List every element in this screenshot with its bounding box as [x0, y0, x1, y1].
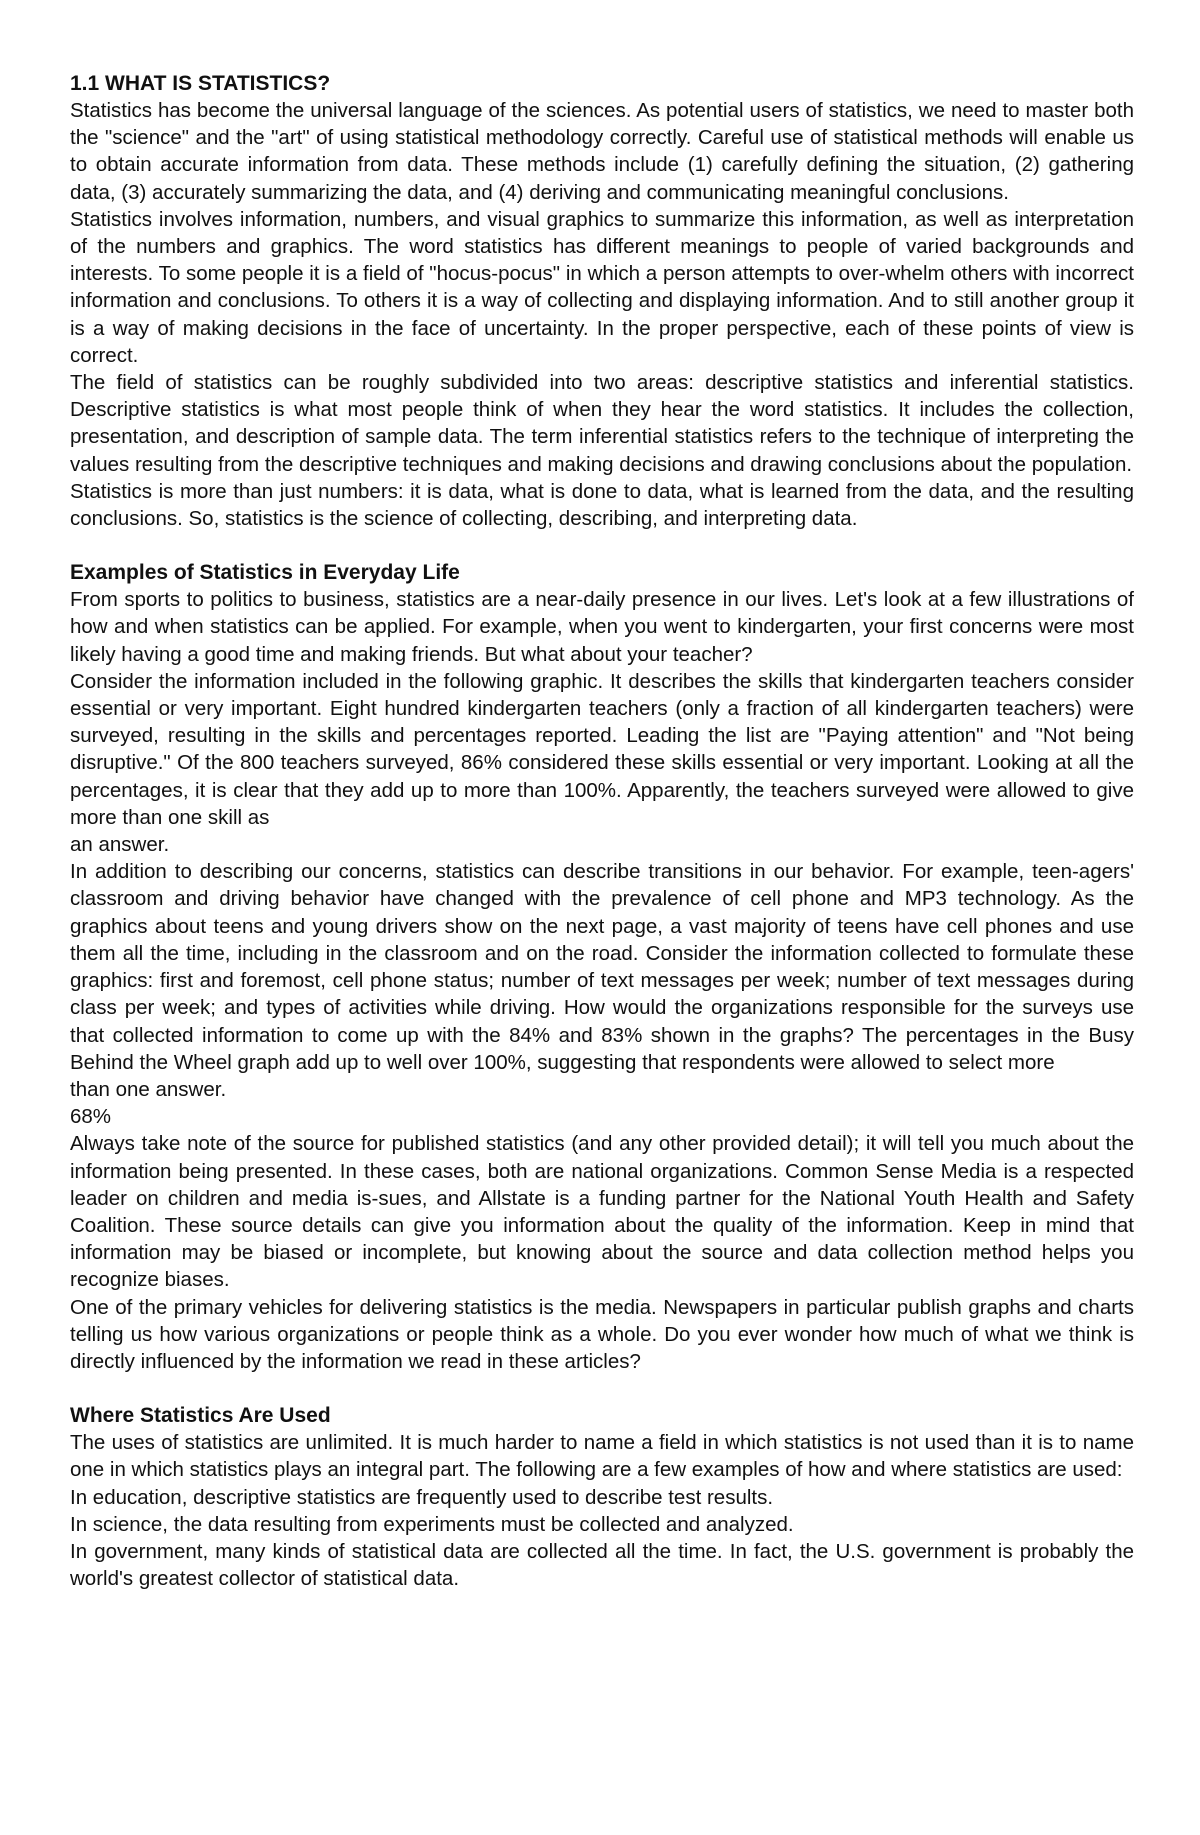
- section-what-is-statistics: [70, 70, 1134, 532]
- paragraph: In science, the data resulting from experiments must be collected and analyzed.: [70, 1512, 794, 1536]
- section-heading: Where Statistics Are Used: [70, 1404, 331, 1428]
- section-heading: 1.1 WHAT IS STATISTICS?: [70, 72, 331, 95]
- paragraph: 68%: [70, 1105, 112, 1129]
- paragraph: Consider the information included in the following graphic. It describes the skills that kindergarten teachers consider essential or very important. Eight hundred kindergarten teachers (only a fraction of all kindergarten teachers) were surveyed, resulting in the skills and percentages reported. Leading the list are "Paying attention" and "Not being disruptive." Of the 800 teachers surveyed, 86% considered these skills essential or very important. Looking at all the percentages, it is clear that they add up to more than 100%. Apparently, the teachers surveyed were allowed to give more than one skill as: [70, 669, 1134, 829]
- paragraph: From sports to politics to business, statistics are a near-daily presence in our lives. Let's look at a few illustrations of how and when statistics can be applied. For example, when you went to kindergarten, your first concerns were most likely having a good time and making friends. But what about your teacher?: [70, 588, 1134, 666]
- document-page: [70, 70, 1134, 1592]
- paragraph: One of the primary vehicles for delivering statistics is the media. Newspapers in particular publish graphs and charts telling us how various organizations or people think as a whole. Do you ever wonder how much of what we think is directly influenced by the information we read in these articles?: [70, 1295, 1134, 1373]
- paragraph: Statistics involves information, numbers, and visual graphics to summarize this information, as well as interpretation of the numbers and graphics. The word statistics has different meanings to people of varied backgrounds and interests. To some people it is a field of "hocus-pocus" in which a person attempts to over-whelm others with incorrect information and conclusions. To others it is a way of collecting and displaying information. And to still another group it is a way of making decisions in the face of uncertainty. In the proper perspective, each of these points of view is correct.: [70, 207, 1134, 367]
- paragraph: an answer.: [70, 833, 170, 857]
- paragraph: In government, many kinds of statistical data are collected all the time. In fact, the U.S. government is probably the world's greatest collector of statistical data.: [70, 1539, 1134, 1591]
- section-heading: Examples of Statistics in Everyday Life: [70, 561, 460, 585]
- section-where-statistics-used: [70, 1402, 1134, 1592]
- section-examples-everyday-life: [70, 559, 1134, 1375]
- paragraph: The uses of statistics are unlimited. It is much harder to name a field in which statistics is not used than it is to name one in which statistics plays an integral part. The following are a few examples of how and where statistics are used:: [70, 1431, 1134, 1482]
- paragraph: Always take note of the source for published statistics (and any other provided detail); it will tell you much about the information being presented. In these cases, both are national organizations. Common Sense Media is a respected leader on children and media is-sues, and Allstate is a funding partner for the National Youth Health and Safety Coalition. These source details can give you information about the quality of the information. Keep in mind that information may be biased or incomplete, but knowing about the source and data collection method helps you recognize biases.: [70, 1132, 1134, 1292]
- paragraph: In addition to describing our concerns, statistics can describe transitions in our behavior. For example, teen-agers' classroom and driving behavior have changed with the prevalence of cell phone and MP3 technology. As the graphics about teens and young drivers show on the next page, a vast majority of teens have cell phones and use them all the time, including in the classroom and on the road. Consider the information collected to formulate these graphics: first and foremost, cell phone status; number of text messages per week; number of text messages during class per week; and types of activities while driving. How would the organizations responsible for the surveys use that collected information to come up with the 84% and 83% shown in the graphs? The percentages in the Busy Behind the Wheel graph add up to well over 100%, suggesting that respondents were allowed to select more: [70, 860, 1134, 1074]
- paragraph: Statistics has become the universal language of the sciences. As potential users of statistics, we need to master both the "science" and the "art" of using statistical methodology correctly. Careful use of statistical methods will enable us to obtain accurate information from data. These methods include (1) carefully defining the situation, (2) gathering data, (3) accurately summarizing the data, and (4) deriving and communicating meaningful conclusions.: [70, 99, 1134, 204]
- paragraph: Statistics is more than just numbers: it is data, what is done to data, what is learned from the data, and the resulting conclusions. So, statistics is the science of collecting, describing, and interpreting data.: [70, 479, 1134, 531]
- paragraph: The field of statistics can be roughly subdivided into two areas: descriptive statistics and inferential statistics. Descriptive statistics is what most people think of when they hear the word statistics. It includes the collection, presentation, and description of sample data. The term inferential statistics refers to the technique of interpreting the values resulting from the descriptive techniques and making decisions and drawing conclusions about the population.: [70, 371, 1134, 476]
- paragraph: than one answer.: [70, 1077, 227, 1101]
- paragraph: In education, descriptive statistics are frequently used to describe test results.: [70, 1485, 774, 1509]
